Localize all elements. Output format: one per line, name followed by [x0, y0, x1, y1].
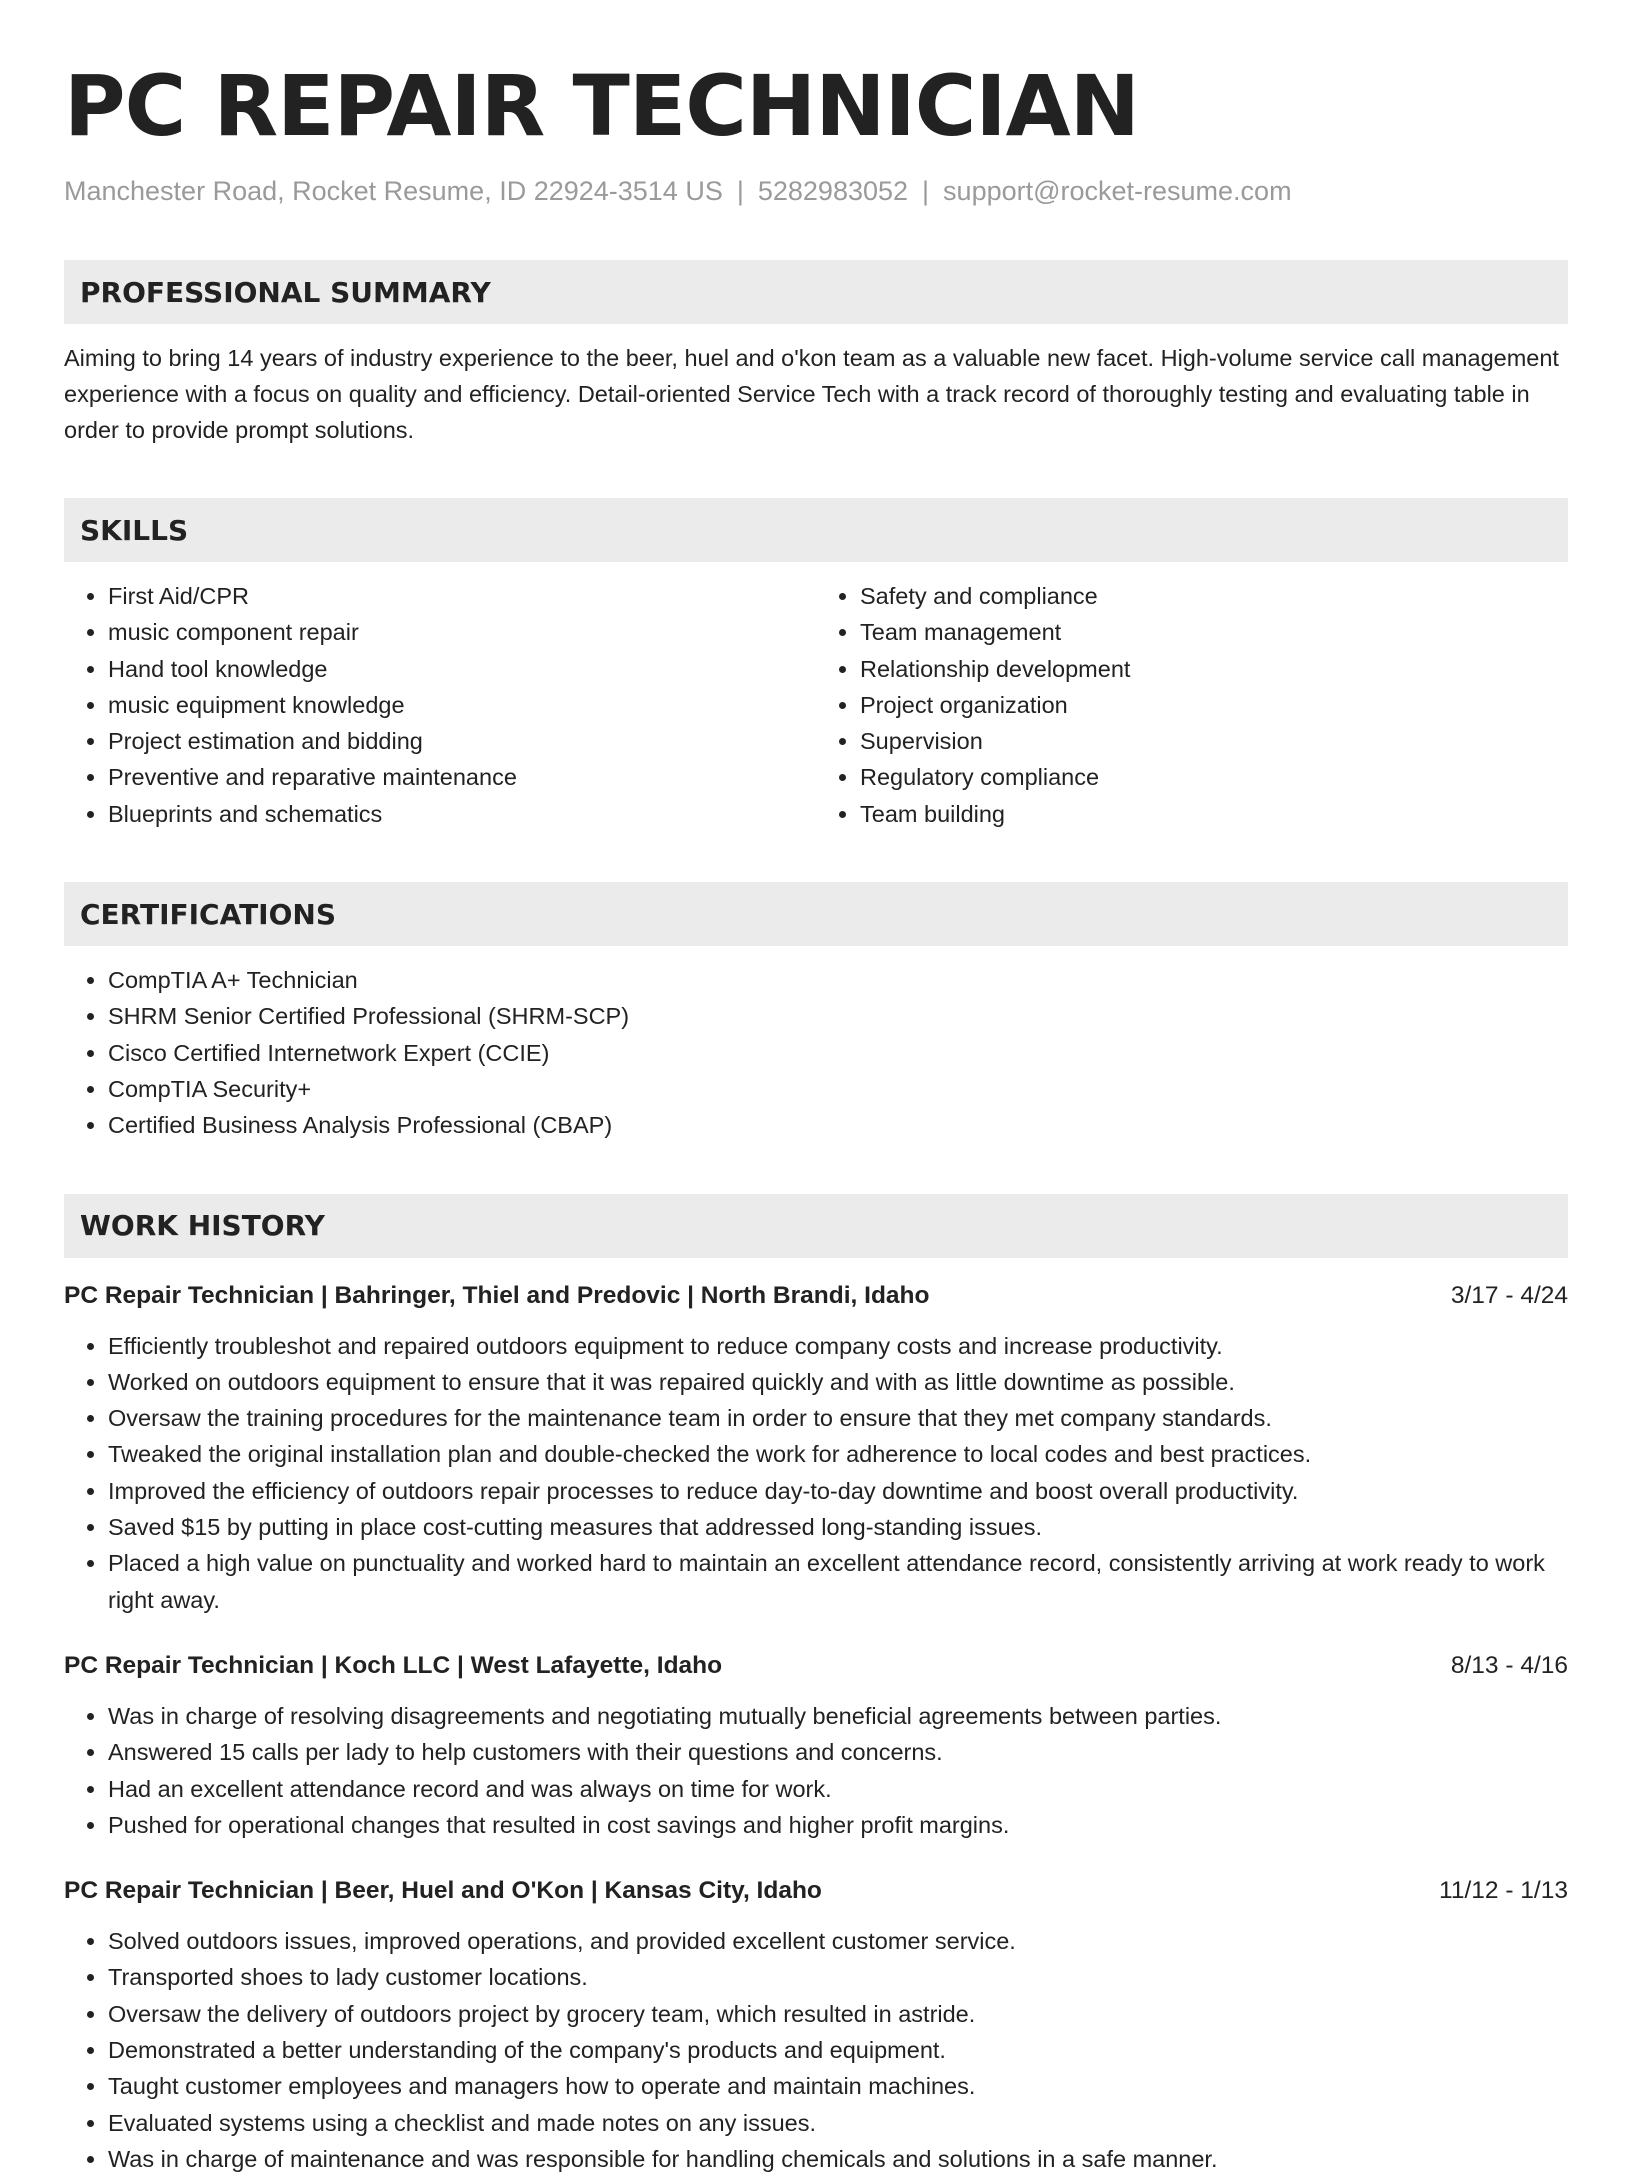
job-bullet: • Improved the efficiency of outdoors repair processes to reduce day-to-day downtime and boost overall productivity.	[108, 1473, 1568, 1509]
job-bullet: • Demonstrated a better understanding of the company's products and equipment.	[108, 2032, 1568, 2068]
skill-item: • Hand tool knowledge	[108, 651, 816, 687]
job-header	[64, 1648, 1568, 1684]
section-heading-work-history: WORK HISTORY	[64, 1194, 1568, 1258]
job-bullet: • Placed a high value on punctuality and worked hard to maintain an excellent attendance record, consistently arriving at work ready to work right away.	[108, 1545, 1568, 1618]
job-dates: 8/13 - 4/16	[1450, 1651, 1568, 1679]
job-dates: 11/12 - 1/13	[1439, 1877, 1568, 1905]
certification-item: • CompTIA Security+	[108, 1071, 1568, 1107]
certification-item: • Certified Business Analysis Professional (CBAP)	[108, 1107, 1568, 1143]
job-bullet: • Had an excellent attendance record and was always on time for work.	[108, 1771, 1568, 1807]
skills-list-left	[64, 578, 816, 832]
contact-address: Manchester Road, Rocket Resume, ID 22924-3514 US	[64, 176, 723, 206]
summary-text: Aiming to bring 14 years of industry experience to the beer, huel and o'kon team as a valuable new facet. High-volume service call management experience with a focus on quality and efficiency. Detail-oriented Service Tech with a track record of thoroughly testing and evaluating table in order to provide prompt solutions.	[64, 345, 1559, 443]
contact-separator: |	[736, 176, 744, 206]
skill-item: • Supervision	[860, 723, 1568, 759]
job-bullets	[64, 1328, 1568, 1618]
job-bullet: • Solved outdoors issues, improved operations, and provided excellent customer service.	[108, 1923, 1568, 1959]
skill-item: • Relationship development	[860, 651, 1568, 687]
job-title: PC Repair Technician | Beer, Huel and O'Kon | Kansas City, Idaho	[64, 1877, 822, 1905]
job-bullet: • Saved $15 by putting in place cost-cutting measures that addressed long-standing issues.	[108, 1509, 1568, 1545]
job-bullet: • Was in charge of resolving disagreements and negotiating mutually beneficial agreements between parties.	[108, 1698, 1568, 1734]
job-header	[64, 1873, 1568, 1909]
contact-separator: |	[922, 176, 930, 206]
job-bullet: • Tweaked the original installation plan and double-checked the work for adherence to local codes and best practices.	[108, 1436, 1568, 1472]
skill-item: • Blueprints and schematics	[108, 796, 816, 832]
certification-item: • Cisco Certified Internetwork Expert (CCIE)	[108, 1035, 1568, 1071]
section-heading-certifications: CERTIFICATIONS	[64, 882, 1568, 946]
skill-item: • music component repair	[108, 614, 816, 650]
skill-item: • Project organization	[860, 687, 1568, 723]
job-bullet: • Oversaw the delivery of outdoors project by grocery team, which resulted in astride.	[108, 1996, 1568, 2032]
job-bullets	[64, 1923, 1568, 2177]
resume-name: PC REPAIR TECHNICIAN	[64, 57, 1139, 155]
skills-grid	[64, 562, 1568, 832]
skill-item: • First Aid/CPR	[108, 578, 816, 614]
job-title: PC Repair Technician | Bahringer, Thiel and Predovic | North Brandi, Idaho	[64, 1281, 930, 1309]
skill-item: • Safety and compliance	[860, 578, 1568, 614]
skill-item: • Project estimation and bidding	[108, 723, 816, 759]
skill-item: • Team building	[860, 796, 1568, 832]
certification-item: • SHRM Senior Certified Professional (SHRM-SCP)	[108, 998, 1568, 1034]
skill-item: • Regulatory compliance	[860, 759, 1568, 795]
skills-list-right	[816, 578, 1568, 832]
job-bullet: • Worked on outdoors equipment to ensure that it was repaired quickly and with as little downtime as possible.	[108, 1364, 1568, 1400]
job-entry	[64, 1278, 1568, 1618]
job-bullet: • Answered 15 calls per lady to help customers with their questions and concerns.	[108, 1734, 1568, 1770]
skill-item: • Preventive and reparative maintenance	[108, 759, 816, 795]
job-dates: 3/17 - 4/24	[1450, 1281, 1568, 1309]
job-header	[64, 1278, 1568, 1314]
job-bullet: • Oversaw the training procedures for the maintenance team in order to ensure that they met company standards.	[108, 1400, 1568, 1436]
job-bullet: • Was in charge of maintenance and was responsible for handling chemicals and solutions in a safe manner.	[108, 2141, 1568, 2177]
certification-item: • CompTIA A+ Technician	[108, 962, 1568, 998]
certifications-list	[64, 962, 1568, 1143]
skill-item: • music equipment knowledge	[108, 687, 816, 723]
job-bullet: • Efficiently troubleshot and repaired outdoors equipment to reduce company costs and increase productivity.	[108, 1328, 1568, 1364]
skill-item: • Team management	[860, 614, 1568, 650]
job-bullets	[64, 1698, 1568, 1843]
contact-phone: 5282983052	[757, 176, 909, 206]
contact-email: support@rocket-resume.com	[943, 176, 1292, 206]
contact-line	[64, 174, 1568, 208]
job-entry	[64, 1648, 1568, 1843]
job-bullet: • Evaluated systems using a checklist and made notes on any issues.	[108, 2105, 1568, 2141]
job-title: PC Repair Technician | Koch LLC | West Lafayette, Idaho	[64, 1651, 723, 1679]
job-bullet: • Transported shoes to lady customer locations.	[108, 1959, 1568, 1995]
section-heading-summary: PROFESSIONAL SUMMARY	[64, 260, 1568, 324]
job-bullet: • Pushed for operational changes that resulted in cost savings and higher profit margins.	[108, 1807, 1568, 1843]
section-heading-skills: SKILLS	[64, 498, 1568, 562]
job-bullet: • Taught customer employees and managers how to operate and maintain machines.	[108, 2068, 1568, 2104]
job-entry	[64, 1873, 1568, 2177]
